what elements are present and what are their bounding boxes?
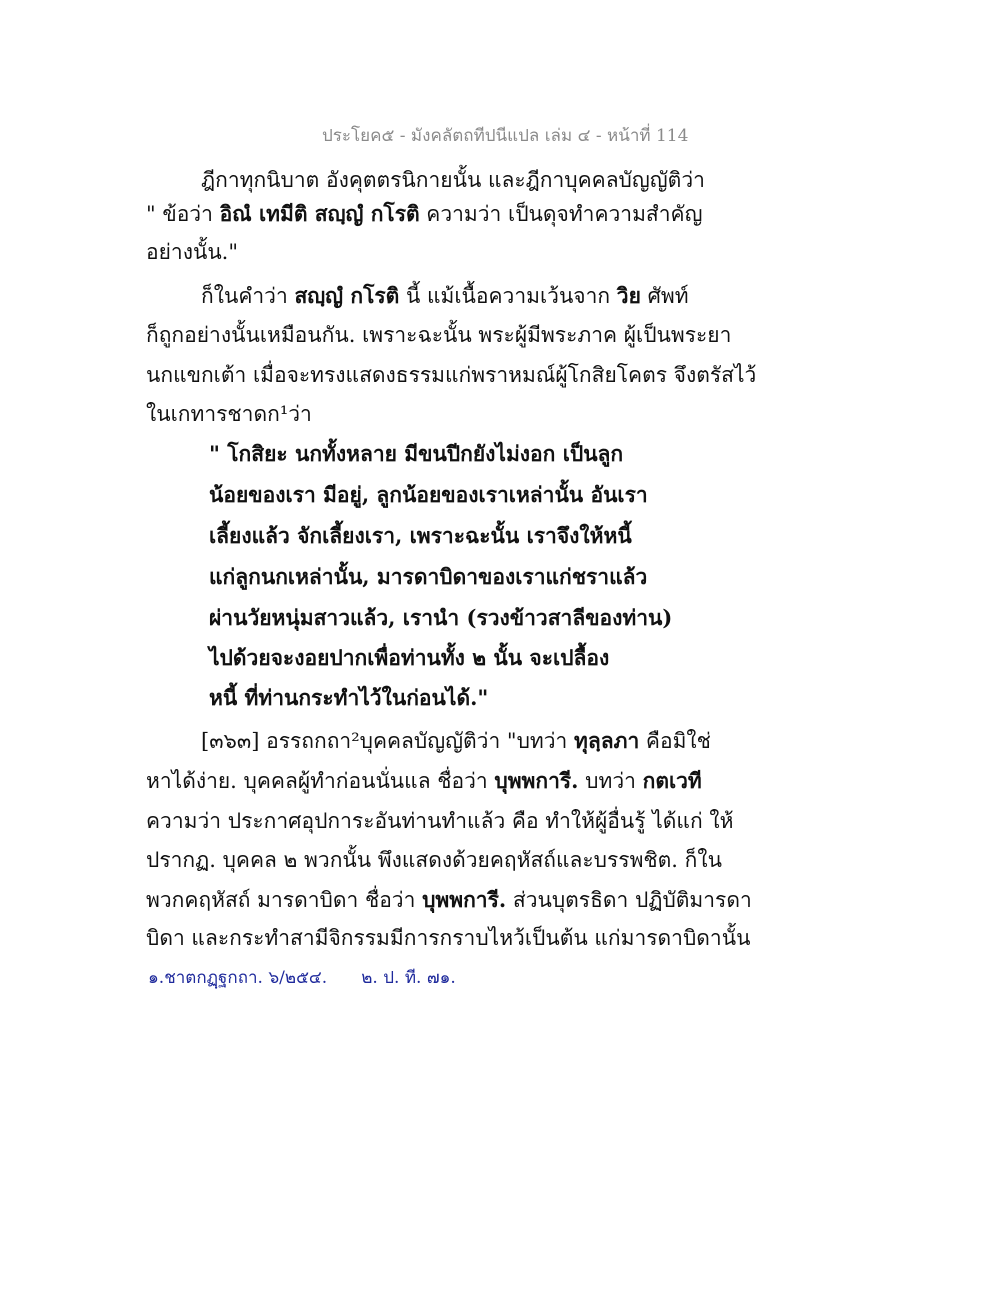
text-run: ส่วนบุตรธิดา ปฏิบัติมารดา [506,888,752,912]
text-run: ก็ในคำว่า [201,284,295,308]
paragraph-3-line-3: ความว่า ประกาศอุปการะอันท่านทำแล้ว คือ ทำให้ผู้อื่นรู้ ได้แก่ ให้ [146,809,734,833]
paragraph-3-line-5 [146,880,752,920]
paragraph-3-line-1 [201,721,711,761]
quote-line-4: แก่ลูกนกเหล่านั้น, มารดาบิดาของเราแก่ชราแล้ว [209,564,648,589]
text-run: บทว่า [578,769,643,793]
text-run: คือมิใช่ [639,729,711,753]
pali-term: บุพพการี. [422,887,507,912]
paragraph-3-line-6: บิดา และกระทำสามีจิกรรมมีการกราบไหว้เป็นต้น แก่มารดาบิดานั้น [146,926,751,950]
text-run: พวกคฤหัสถ์ มารดาบิดา ชื่อว่า [146,888,423,912]
text-run: หาได้ง่าย. บุคคลผู้ทำก่อนนั่นแล ชื่อว่า [146,769,495,793]
quote-line-1: " โกสิยะ นกทั้งหลาย มีขนปีกยังไม่งอก เป็นลูก [209,441,624,466]
page-header: ประโยค๕ - มังคลัตถทีปนีแปล เล่ม ๔ - หน้าที่ 114 [322,126,689,146]
paragraph-2-line-1 [201,276,706,316]
paragraph-1-line-3: อย่างนั้น." [146,240,239,264]
quote-line-2: น้อยของเรา มีอยู่, ลูกน้อยของเราเหล่านั้น อันเรา [209,482,648,507]
text-run: นี้ แม้เนื้อความเว้นจาก [399,284,617,308]
pali-term: กตเวที [642,768,702,793]
paragraph-3-line-4: ปรากฏ. บุคคล ๒ พวกนั้น พึงแสดงด้วยคฤหัสถ์และบรรพชิต. ก็ใน [146,848,722,872]
paragraph-2-line-3: นกแขกเต้า เมื่อจะทรงแสดงธรรมแก่พราหมณ์ผู้โกสิยโคตร จึงตรัสไว้ [146,363,757,387]
pali-term: สญฺญํ กโรติ [294,283,400,308]
text-run: ศัพท์ [640,284,689,308]
pali-term: วิย [616,283,641,308]
quote-line-5: ผ่านวัยหนุ่มสาวแล้ว, เรานำ (รวงข้าวสาลีของท่าน) [209,605,673,630]
footnotes [148,961,568,995]
footnote-2: ๒. ป. ที. ๗๑. [361,968,456,988]
text-run: " ข้อว่า [146,202,220,226]
paragraph-1-line-1: ฎีกาทุกนิบาต อังคุตตรนิกายนั้น และฎีกาบุคคลบัญญัติว่า [201,168,705,192]
pali-term: ทุลฺลภา [574,728,640,753]
pali-term: บุพพการี. [494,768,579,793]
text-run: ความว่า เป็นดุจทำความสำคัญ [419,202,703,226]
pali-term: อิณํ เทมีติ สญฺญํ กโรติ [219,201,420,226]
paragraph-3-line-2 [146,761,706,801]
paragraph-2-line-2: ก็ถูกอย่างนั้นเหมือนกัน. เพราะฉะนั้น พระผู้มีพระภาค ผู้เป็นพระยา [146,323,732,347]
quote-line-3: เลี้ยงแล้ว จักเลี้ยงเรา, เพราะฉะนั้น เราจึงให้หนี้ [209,523,632,548]
text-run: [๓๖๓] อรรถกถา²บุคคลบัญญัติว่า "บทว่า [201,729,575,753]
paragraph-2-line-4: ในเกทารชาดก¹ว่า [146,402,312,426]
quote-line-7: หนี้ ที่ท่านกระทำไว้ในก่อนได้." [209,685,489,710]
quote-line-6: ไปด้วยจะงอยปากเพื่อท่านทั้ง ๒ นั้น จะเปลื้อง [209,645,610,670]
footnote-1: ๑.ชาตกฏฺฐกถา. ๖/๒๕๔. [148,968,328,988]
paragraph-1-line-2 [146,194,706,234]
